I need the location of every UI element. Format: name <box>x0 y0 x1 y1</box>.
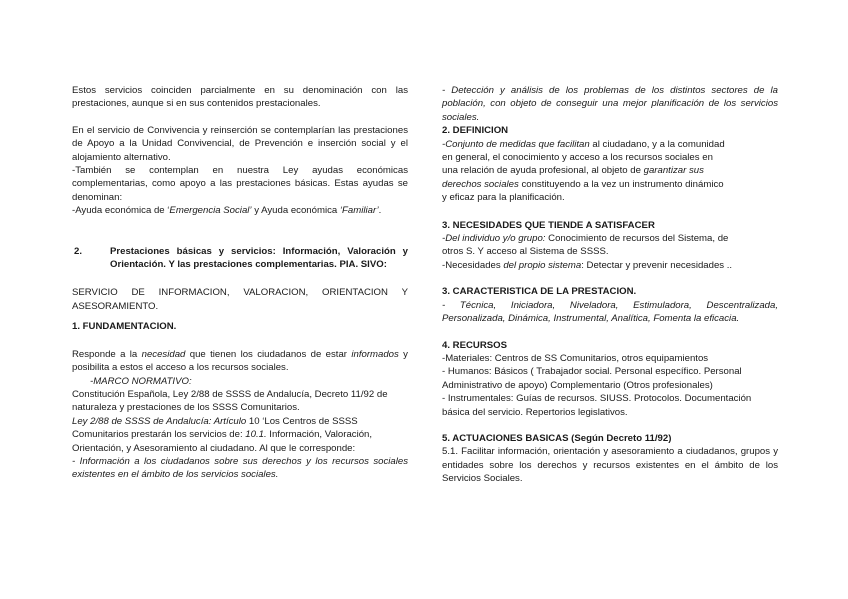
text-run: constituyendo a la vez un instrumento dinámico <box>518 178 724 190</box>
text-run: que tienen los ciudadanos de estar <box>185 348 352 360</box>
text-run: Orientación, y Asesoramiento al ciudadano. Al que le corresponde: <box>72 442 356 454</box>
paragraph-ayudas-tipos <box>72 204 408 217</box>
text-run-italic: derechos sociales <box>442 178 519 190</box>
section-2-number: 2. <box>74 245 83 257</box>
text-run: y Ayuda económica <box>251 205 340 217</box>
paragraph-necesidades-sistema <box>442 259 778 272</box>
marco-normativo-label: -MARCO NORMATIVO: <box>90 375 192 387</box>
heading-fundamentacion: 1. FUNDAMENTACION. <box>72 321 177 333</box>
text-run: : Detectar y prevenir necesidades .. <box>581 259 733 271</box>
text-run-italic: 10.1. <box>245 429 267 441</box>
text-run-italic: ‘Familiar’ <box>339 205 379 217</box>
heading-necesidades: 3. NECESIDADES QUE TIENDE A SATISFACER <box>442 219 655 231</box>
paragraph-necesidades-individuo <box>442 232 778 259</box>
paragraph-actuaciones: 5.1. Facilitar información, orientación y asesoramiento a ciudadanos, grupos y entidades sobre los derechos y recursos existentes en el ámbito de los Servicios Sociales. <box>442 446 778 485</box>
heading-definicion: 2. DEFINICION <box>442 125 509 137</box>
text-run: Conocimiento de recursos del Sistema, de <box>545 233 729 245</box>
section-2-title: Prestaciones básicas y servicios: Información, Valoración y Orientación. Y las prestaciones complementarias. PIA. SIVO: <box>110 245 408 271</box>
text-run: en general, el conocimiento y acceso a los recursos sociales en <box>442 152 713 164</box>
text-run: una relación de ayuda profesional, al objeto de <box>442 165 644 177</box>
text-run: y posibilita a estos el acceso a los recursos sociales. <box>72 348 408 374</box>
paragraph-necesidad <box>72 348 408 375</box>
text-run-italic: -Conjunto de medidas que facilitan <box>442 138 590 150</box>
heading-recursos: 4. RECURSOS <box>442 339 508 351</box>
text-run-italic: Emergencia Social’ <box>169 205 252 217</box>
text-run-italic: -Del individuo y/o grupo: <box>442 233 546 245</box>
paragraph-recursos-materiales: -Materiales: Centros de SS Comunitarios, otros equipamientos <box>442 352 709 364</box>
text-run-italic: del propio sistema <box>503 259 582 271</box>
text-run: -Ayuda económica de ‘ <box>72 205 170 217</box>
paragraph-recursos-instrumentales: - Instrumentales: Guías de recursos. SIUSS. Protocolos. Documentación básica del servicio. Repertorios legislativos. <box>442 393 752 418</box>
heading-actuaciones: 5. ACTUACIONES BASICAS (Según Decreto 11/92) <box>442 432 672 444</box>
paragraph-recursos-humanos: - Humanos: Básicos ( Trabajador social. Personal específico. Personal Administrativo de apoyo) Complementario (Otros profesionales) <box>442 366 742 391</box>
text-run: otros S. Y acceso al Sistema de SSSS. <box>442 246 609 258</box>
text-run: y eficaz para la planificación. <box>442 192 565 204</box>
text-run: -Necesidades <box>442 259 504 271</box>
paragraph-servicio-sivo: SERVICIO DE INFORMACION, VALORACION, ORIENTACION Y ASESORAMIENTO. <box>72 287 408 312</box>
text-run-italic: informados <box>351 348 399 360</box>
left-column <box>72 84 408 482</box>
heading-caracteristica: 3. CARACTERISTICA DE LA PRESTACION. <box>442 286 637 298</box>
text-run: Comunitarios prestarán los servicios de: <box>72 429 246 441</box>
text-run-italic: Ley 2/88 de SSSS de Andalucía: Artículo <box>72 415 247 427</box>
right-column <box>442 84 778 486</box>
paragraph-intro: Estos servicios coinciden parcialmente en su denominación con las prestaciones, aunque si en sus contenidos prestacionales. <box>72 85 408 110</box>
text-run-italic: necesidad <box>141 348 186 360</box>
paragraph-informacion-ciudadanos: - Información a los ciudadanos sobre sus derechos y los recursos sociales existentes en el ámbito de los servicios sociales. <box>72 455 408 481</box>
paragraph-constitucion: Constitución Española, Ley 2/88 de SSSS de Andalucía, Decreto 11/92 de naturaleza y prestaciones de los SSSS Comunitarios. <box>72 388 388 414</box>
paragraph-ayudas: -También se contemplan en nuestra Ley ayudas económicas complementarias, como apoyo a las prestaciones básicas. Estas ayudas se denominan: <box>72 165 408 203</box>
section-2-heading <box>72 245 408 272</box>
text-run-italic: garantizar sus <box>643 165 704 177</box>
paragraph-caracteristicas: - Técnica, Iniciadora, Niveladora, Estimuladora, Descentralizada, Personalizada, Dinámica, Instrumental, Analítica, Fomenta la eficacia. <box>442 299 778 325</box>
paragraph-convivencia: En el servicio de Convivencia y reinserción se contemplarían las prestaciones de Apoyo a la Unidad Convivencial, de Prevención e inserción social y el alojamiento alternativo. <box>72 124 408 163</box>
paragraph-definicion <box>442 138 778 205</box>
text-run: 10 ‘Los Centros de SSSS <box>246 415 358 427</box>
text-run: Información, Valoración, <box>266 429 373 441</box>
paragraph-ley-articulo <box>72 415 408 455</box>
text-run: Responde a la <box>72 348 142 360</box>
text-run: . <box>378 205 382 217</box>
text-run: al ciudadano, y a la comunidad <box>589 138 725 150</box>
paragraph-deteccion: - Detección y análisis de los problemas de los distintos sectores de la población, con objeto de conseguir una mejor planificación de los servicios sociales. <box>442 85 778 123</box>
